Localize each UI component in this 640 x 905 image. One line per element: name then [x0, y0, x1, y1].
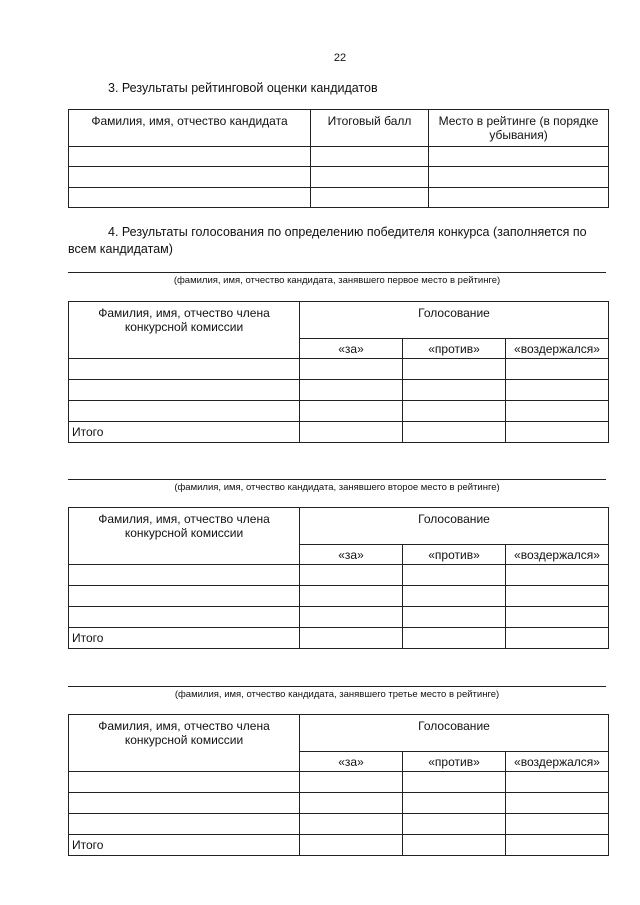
col-for-header: «за»: [300, 339, 403, 359]
table-cell: [403, 359, 506, 380]
table-cell: [300, 835, 403, 856]
candidate-3-caption: (фамилия, имя, отчество кандидата, занявшего третье место в рейтинге): [174, 689, 500, 700]
table-cell: [506, 772, 609, 793]
table-row: [69, 188, 609, 208]
table-cell: [69, 772, 300, 793]
table-row: [69, 565, 609, 586]
col-for-header: «за»: [300, 752, 403, 772]
col-against-header: «против»: [403, 752, 506, 772]
table-cell: [69, 147, 311, 167]
table-row: [69, 628, 609, 649]
table-cell: [506, 586, 609, 607]
table-cell: [300, 814, 403, 835]
table-cell: [300, 422, 403, 443]
section-3-title: 3. Результаты рейтинговой оценки кандидатов: [108, 81, 378, 95]
candidate-2-line: [68, 479, 606, 480]
voting-header: Голосование: [300, 302, 609, 339]
vote-table-1: [68, 301, 609, 443]
table-row: [69, 586, 609, 607]
table-cell: [506, 814, 609, 835]
col-abstain-header: «воздержался»: [506, 339, 609, 359]
rating-header-name: Фамилия, имя, отчество кандидата: [69, 110, 311, 147]
table-cell: [403, 422, 506, 443]
candidate-3-line: [68, 686, 606, 687]
col-against-header: «против»: [403, 339, 506, 359]
table-cell: [403, 586, 506, 607]
table-cell: [69, 167, 311, 188]
table-cell: [69, 586, 300, 607]
table-cell: [403, 772, 506, 793]
table-cell: [69, 814, 300, 835]
table-cell: [403, 380, 506, 401]
table-cell: [506, 422, 609, 443]
total-label: Итого: [69, 835, 300, 856]
table-cell: [300, 565, 403, 586]
table-cell: [300, 628, 403, 649]
member-header: Фамилия, имя, отчество члена конкурсной комиссии: [69, 508, 300, 565]
table-cell: [506, 628, 609, 649]
table-cell: [69, 188, 311, 208]
table-cell: [69, 359, 300, 380]
member-header: Фамилия, имя, отчество члена конкурсной комиссии: [69, 302, 300, 359]
member-header: Фамилия, имя, отчество члена конкурсной комиссии: [69, 715, 300, 772]
table-cell: [69, 565, 300, 586]
table-cell: [69, 380, 300, 401]
table-row: [69, 380, 609, 401]
table-cell: [300, 586, 403, 607]
table-cell: [69, 401, 300, 422]
table-cell: [506, 401, 609, 422]
table-cell: [300, 793, 403, 814]
table-row: [69, 359, 609, 380]
table-cell: [506, 380, 609, 401]
table-cell: [506, 565, 609, 586]
table-cell: [429, 188, 609, 208]
total-label: Итого: [69, 628, 300, 649]
table-cell: [403, 835, 506, 856]
table-row: [69, 772, 609, 793]
table-row: [69, 401, 609, 422]
table-row: [69, 835, 609, 856]
table-cell: [506, 607, 609, 628]
table-cell: [403, 565, 506, 586]
rating-header-place: Место в рейтинге (в порядке убывания): [429, 110, 609, 147]
col-abstain-header: «воздержался»: [506, 545, 609, 565]
table-cell: [300, 380, 403, 401]
table-cell: [429, 147, 609, 167]
rating-header-score: Итоговый балл: [311, 110, 429, 147]
col-for-header: «за»: [300, 545, 403, 565]
page-number: 22: [333, 52, 347, 64]
table-cell: [403, 793, 506, 814]
rating-table: [68, 109, 609, 208]
table-cell: [311, 147, 429, 167]
table-row: [69, 167, 609, 188]
table-cell: [403, 814, 506, 835]
table-cell: [69, 607, 300, 628]
table-cell: [69, 793, 300, 814]
table-cell: [506, 359, 609, 380]
table-cell: [429, 167, 609, 188]
table-cell: [300, 607, 403, 628]
candidate-1-line: [68, 272, 606, 273]
section-4-title: 4. Результаты голосования по определению победителя конкурса (заполняется по всем кандидатам): [68, 225, 587, 256]
table-cell: [403, 401, 506, 422]
voting-header: Голосование: [300, 715, 609, 752]
table-row: [69, 422, 609, 443]
table-row: [69, 814, 609, 835]
table-cell: [403, 628, 506, 649]
table-row: [69, 793, 609, 814]
table-row: [69, 147, 609, 167]
table-cell: [311, 167, 429, 188]
col-against-header: «против»: [403, 545, 506, 565]
table-cell: [506, 793, 609, 814]
candidate-1-caption: (фамилия, имя, отчество кандидата, занявшего первое место в рейтинге): [173, 275, 501, 286]
table-cell: [300, 359, 403, 380]
candidate-2-caption: (фамилия, имя, отчество кандидата, занявшего второе место в рейтинге): [174, 482, 500, 493]
table-cell: [300, 401, 403, 422]
table-row: [69, 607, 609, 628]
table-cell: [403, 607, 506, 628]
voting-header: Голосование: [300, 508, 609, 545]
total-label: Итого: [69, 422, 300, 443]
vote-table-3: [68, 714, 609, 856]
vote-table-2: [68, 507, 609, 649]
col-abstain-header: «воздержался»: [506, 752, 609, 772]
table-cell: [300, 772, 403, 793]
table-cell: [311, 188, 429, 208]
table-cell: [506, 835, 609, 856]
